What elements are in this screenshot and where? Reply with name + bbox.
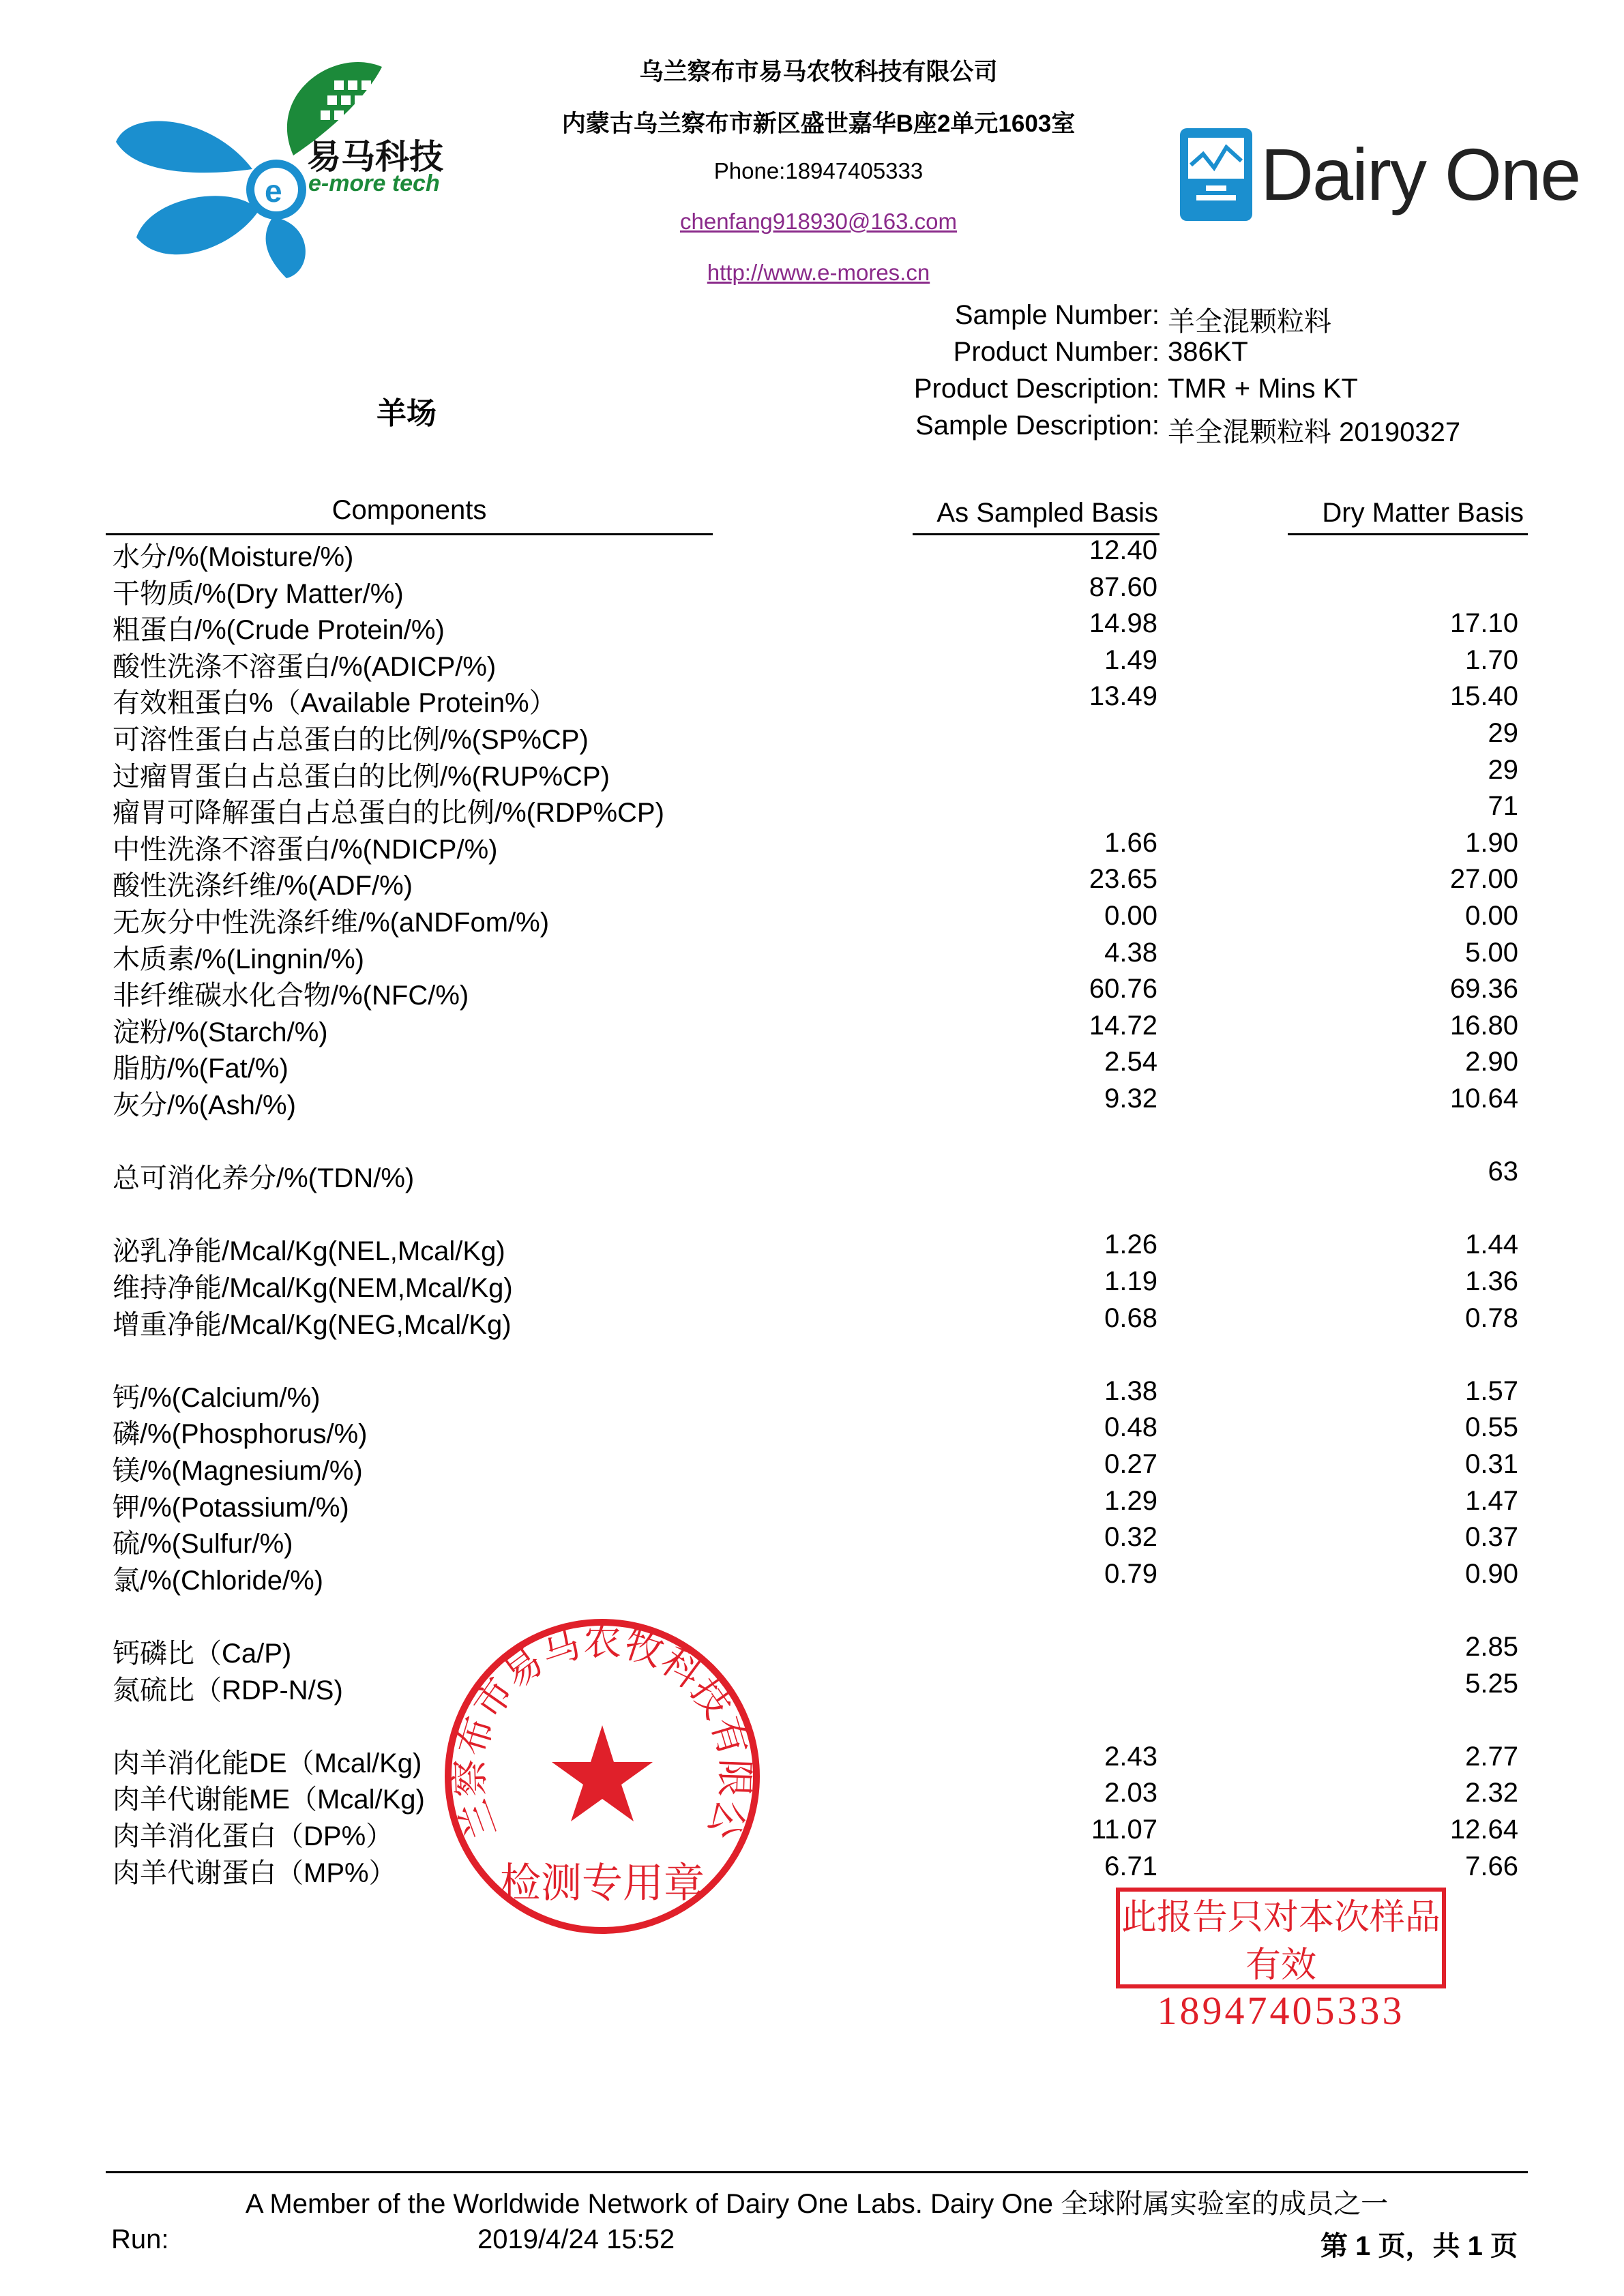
component-label: 肉羊代谢能ME（Mcal/Kg) bbox=[113, 1785, 425, 1815]
table-row bbox=[0, 1229, 1624, 1266]
component-label: 肉羊消化能DE（Mcal/Kg) bbox=[113, 1748, 422, 1778]
table-row bbox=[0, 681, 1624, 718]
as-sampled-value: 0.79 bbox=[1104, 1558, 1157, 1589]
dry-matter-value: 12.64 bbox=[1449, 1815, 1518, 1845]
logo-cn-text: 易马科技 bbox=[307, 138, 443, 176]
as-sampled-value: 14.98 bbox=[1089, 608, 1157, 639]
component-label: 钙磷比（Ca/P) bbox=[113, 1639, 292, 1669]
dry-matter-value: 1.47 bbox=[1465, 1485, 1518, 1516]
dry-matter-value: 1.57 bbox=[1465, 1375, 1518, 1406]
dry-matter-value: 0.31 bbox=[1465, 1449, 1518, 1479]
email-row bbox=[382, 209, 1255, 235]
dry-matter-value: 5.25 bbox=[1465, 1668, 1518, 1699]
sample-description-label: Sample Description: bbox=[915, 411, 1160, 441]
component-label: 镁/%(Magnesium/%) bbox=[113, 1456, 363, 1486]
dry-matter-value: 0.78 bbox=[1465, 1302, 1518, 1333]
table-row bbox=[0, 1778, 1624, 1815]
star-icon bbox=[552, 1725, 653, 1821]
logo-en-text: e-more tech bbox=[308, 170, 440, 196]
dry-matter-value: 16.80 bbox=[1449, 1010, 1518, 1041]
table-row bbox=[0, 1632, 1624, 1669]
component-label: 维持净能/Mcal/Kg(NEM,Mcal/Kg) bbox=[113, 1273, 513, 1303]
component-label: 淀粉/%(Starch/%) bbox=[113, 1017, 328, 1047]
as-sampled-value: 87.60 bbox=[1089, 571, 1157, 602]
table-row bbox=[0, 1559, 1624, 1596]
table-row bbox=[0, 1047, 1624, 1084]
dry-matter-value: 1.44 bbox=[1465, 1229, 1518, 1260]
component-label: 酸性洗涤不溶蛋白/%(ADICP/%) bbox=[113, 651, 497, 682]
component-label: 无灰分中性洗涤纤维/%(aNDFom/%) bbox=[113, 908, 550, 938]
table-row bbox=[0, 718, 1624, 755]
dairy-one-logo bbox=[1179, 127, 1580, 229]
as-sampled-value: 2.03 bbox=[1104, 1778, 1157, 1808]
as-sampled-value: 2.43 bbox=[1104, 1741, 1157, 1772]
dairy-one-text: Dairy One bbox=[1260, 133, 1580, 215]
sample-number-label: Sample Number: bbox=[954, 300, 1160, 330]
component-label: 有效粗蛋白%（Available Protein%） bbox=[113, 688, 557, 719]
as-sampled-value: 0.32 bbox=[1104, 1522, 1157, 1553]
table-row bbox=[0, 572, 1624, 609]
dry-matter-value: 15.40 bbox=[1449, 681, 1518, 712]
component-label: 可溶性蛋白占总蛋白的比例/%(SP%CP) bbox=[113, 725, 589, 755]
product-number-value: 386KT bbox=[1168, 337, 1248, 367]
component-label: 肉羊消化蛋白（DP%） bbox=[113, 1821, 394, 1851]
component-label: 氯/%(Chloride/%) bbox=[113, 1565, 323, 1596]
component-label: 酸性洗涤纤维/%(ADF/%) bbox=[113, 871, 413, 901]
header-dry-matter: Dry Matter Basis bbox=[1322, 498, 1524, 528]
as-sampled-value: 14.72 bbox=[1089, 1010, 1157, 1041]
dry-matter-value: 7.66 bbox=[1465, 1851, 1518, 1881]
as-sampled-value: 9.32 bbox=[1104, 1084, 1157, 1114]
dry-matter-value: 2.90 bbox=[1465, 1047, 1518, 1077]
as-sampled-value: 4.38 bbox=[1104, 937, 1157, 968]
dry-matter-value: 2.32 bbox=[1465, 1778, 1518, 1808]
dry-matter-value: 1.90 bbox=[1465, 827, 1518, 858]
component-label: 瘤胃可降解蛋白占总蛋白的比例/%(RDP%CP) bbox=[113, 798, 664, 829]
table-row bbox=[0, 1449, 1624, 1486]
notice-phone: 18947405333 bbox=[1157, 1988, 1405, 2033]
header-as-sampled: As Sampled Basis bbox=[936, 498, 1158, 528]
table-row bbox=[0, 1742, 1624, 1778]
footer-run-label: Run: bbox=[111, 2224, 169, 2254]
dry-matter-value: 0.55 bbox=[1465, 1412, 1518, 1443]
dry-matter-value: 63 bbox=[1488, 1157, 1518, 1187]
email-link[interactable]: chenfang918930@163.com bbox=[680, 209, 957, 234]
as-sampled-value: 11.07 bbox=[1091, 1815, 1157, 1845]
table-row bbox=[0, 755, 1624, 792]
as-sampled-value: 60.76 bbox=[1089, 974, 1157, 1004]
dry-matter-value: 17.10 bbox=[1449, 608, 1518, 639]
as-sampled-value: 0.68 bbox=[1104, 1302, 1157, 1333]
component-label: 水分/%(Moisture/%) bbox=[113, 542, 354, 572]
table-row bbox=[0, 1522, 1624, 1559]
website-link[interactable]: http://www.e-mores.cn bbox=[707, 260, 930, 285]
component-label: 木质素/%(Lingnin/%) bbox=[113, 944, 365, 974]
dry-matter-value: 5.00 bbox=[1465, 937, 1518, 968]
footer-member-text: A Member of the Worldwide Network of Dairy One Labs. Dairy One 全球附属实验室的成员之一 bbox=[245, 2189, 1389, 2219]
footer-rule bbox=[106, 2171, 1528, 2173]
table-row bbox=[0, 608, 1624, 645]
as-sampled-value: 1.26 bbox=[1104, 1229, 1157, 1260]
dry-matter-value: 1.36 bbox=[1465, 1266, 1518, 1296]
component-label: 过瘤胃蛋白占总蛋白的比例/%(RUP%CP) bbox=[113, 761, 610, 792]
footer-run-time: 2019/4/24 15:52 bbox=[477, 2224, 675, 2254]
component-label: 粗蛋白/%(Crude Protein/%) bbox=[113, 615, 445, 646]
table-row bbox=[0, 864, 1624, 901]
table-row bbox=[0, 1011, 1624, 1047]
dry-matter-value: 71 bbox=[1488, 791, 1518, 822]
sample-number-value: 羊全混颗粒料 bbox=[1168, 307, 1331, 337]
component-label: 磷/%(Phosphorus/%) bbox=[113, 1419, 368, 1450]
table-row bbox=[0, 645, 1624, 682]
monitor-icon bbox=[1179, 127, 1254, 222]
as-sampled-value: 0.00 bbox=[1104, 901, 1157, 931]
table-row bbox=[0, 1815, 1624, 1851]
table-row bbox=[0, 791, 1624, 828]
notice-line-1: 此报告只对本次样品有效 bbox=[1121, 1898, 1441, 1985]
table-row bbox=[0, 1412, 1624, 1449]
table-row bbox=[0, 1157, 1624, 1193]
official-stamp bbox=[442, 1616, 763, 1937]
component-label: 钙/%(Calcium/%) bbox=[113, 1382, 321, 1413]
company-phone: Phone:18947405333 bbox=[713, 158, 924, 183]
as-sampled-value: 23.65 bbox=[1089, 864, 1157, 895]
dry-matter-value: 0.00 bbox=[1465, 901, 1518, 931]
farm-name: 羊场 bbox=[377, 397, 437, 430]
table-row bbox=[0, 1669, 1624, 1705]
stamp-bottom-text: 检测专用章 bbox=[500, 1861, 705, 1906]
dry-matter-value: 29 bbox=[1488, 754, 1518, 785]
component-label: 钾/%(Potassium/%) bbox=[113, 1492, 349, 1523]
component-label: 非纤维碳水化合物/%(NFC/%) bbox=[113, 981, 469, 1011]
as-sampled-value: 0.48 bbox=[1104, 1412, 1157, 1443]
sample-description-value: 羊全混颗粒料 20190327 bbox=[1168, 417, 1461, 447]
svg-text:e: e bbox=[265, 173, 282, 209]
table-row bbox=[0, 974, 1624, 1011]
component-label: 硫/%(Sulfur/%) bbox=[113, 1529, 293, 1560]
dry-matter-value: 69.36 bbox=[1449, 974, 1518, 1004]
table-row bbox=[0, 1266, 1624, 1303]
as-sampled-value: 13.49 bbox=[1089, 681, 1157, 712]
validity-notice bbox=[1116, 1888, 1446, 2033]
product-description-value: TMR + Mins KT bbox=[1168, 374, 1358, 404]
dry-matter-value: 29 bbox=[1488, 718, 1518, 748]
dry-matter-value: 2.85 bbox=[1465, 1632, 1518, 1662]
header-components: Components bbox=[331, 495, 487, 525]
company-address: 内蒙古乌兰察布市新区盛世嘉华B座2单元1603室 bbox=[561, 110, 1076, 137]
stamp-ring-text: 兰察布市易马农牧科技有限公 bbox=[449, 1621, 756, 1845]
component-label: 泌乳净能/Mcal/Kg(NEL,Mcal/Kg) bbox=[113, 1236, 505, 1267]
as-sampled-value: 0.27 bbox=[1104, 1449, 1157, 1479]
component-label: 中性洗涤不溶蛋白/%(NDICP/%) bbox=[113, 834, 498, 865]
component-label: 肉羊代谢蛋白（MP%） bbox=[113, 1858, 396, 1888]
as-sampled-value: 1.38 bbox=[1104, 1375, 1157, 1406]
as-sampled-value: 1.29 bbox=[1104, 1485, 1157, 1516]
product-description-label: Product Description: bbox=[913, 374, 1160, 404]
component-label: 脂肪/%(Fat/%) bbox=[113, 1054, 289, 1084]
website-row bbox=[382, 260, 1255, 286]
as-sampled-value: 12.40 bbox=[1089, 535, 1157, 565]
table-row bbox=[0, 828, 1624, 865]
table-row bbox=[0, 1303, 1624, 1340]
dry-matter-value: 0.37 bbox=[1465, 1522, 1518, 1553]
table-row bbox=[0, 938, 1624, 974]
table-row bbox=[0, 1851, 1624, 1888]
table-row bbox=[0, 1486, 1624, 1523]
as-sampled-value: 1.49 bbox=[1104, 644, 1157, 675]
dry-matter-value: 10.64 bbox=[1449, 1084, 1518, 1114]
table-row bbox=[0, 901, 1624, 938]
dry-matter-value: 1.70 bbox=[1465, 644, 1518, 675]
component-label: 增重净能/Mcal/Kg(NEG,Mcal/Kg) bbox=[113, 1309, 512, 1340]
component-label: 干物质/%(Dry Matter/%) bbox=[113, 578, 404, 609]
dry-matter-value: 0.90 bbox=[1465, 1558, 1518, 1589]
dry-matter-value: 2.77 bbox=[1465, 1741, 1518, 1772]
as-sampled-value: 1.19 bbox=[1104, 1266, 1157, 1296]
table-row bbox=[0, 535, 1624, 572]
as-sampled-value: 1.66 bbox=[1104, 827, 1157, 858]
product-number-label: Product Number: bbox=[953, 337, 1160, 367]
component-label: 氮硫比（RDP-N/S) bbox=[113, 1675, 343, 1705]
footer-page-info: 第 1 页，共 1 页 bbox=[1320, 2231, 1518, 2261]
dry-matter-value: 27.00 bbox=[1449, 864, 1518, 895]
table-row bbox=[0, 1084, 1624, 1120]
table-row bbox=[0, 1376, 1624, 1413]
as-sampled-value: 2.54 bbox=[1104, 1047, 1157, 1077]
company-name: 乌兰察布市易马农牧科技有限公司 bbox=[639, 59, 998, 85]
component-label: 灰分/%(Ash/%) bbox=[113, 1090, 296, 1120]
component-label: 总可消化养分/%(TDN/%) bbox=[113, 1163, 415, 1194]
as-sampled-value: 6.71 bbox=[1104, 1851, 1157, 1881]
